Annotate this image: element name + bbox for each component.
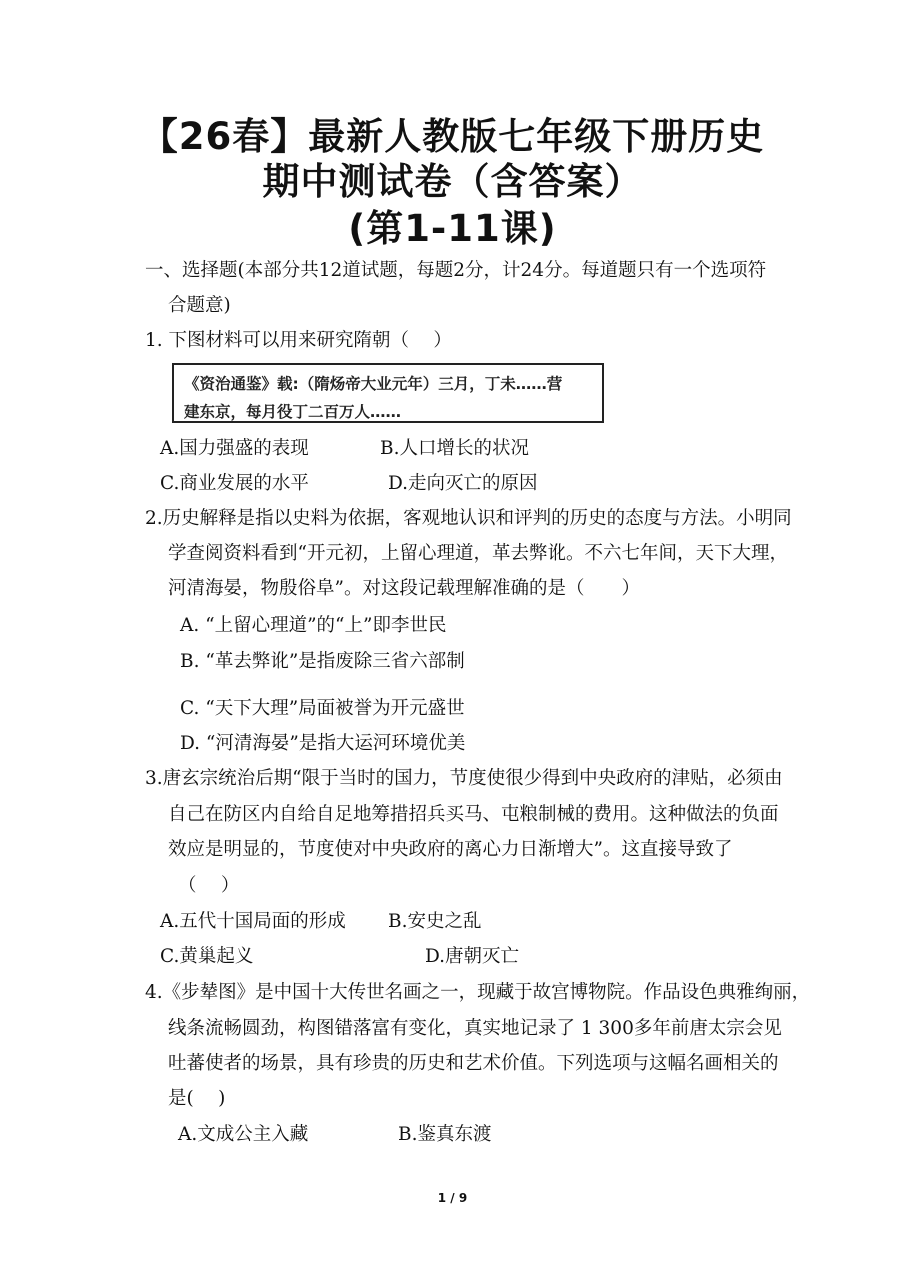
page-number: 1 / 9 [437,1191,468,1205]
q2-option-a: A. “上留心理道”的“上”即李世民 [180,615,447,636]
q2-option-b: B. “革去弊讹”是指废除三省六部制 [180,651,465,672]
q3-option-c: C.黄巢起义 [160,946,254,967]
q1-stem: 1. 下图材料可以用来研究隋朝（ ） [145,330,452,351]
q1-option-b: B.人口增长的状况 [380,438,529,459]
q4-option-b: B.鉴真东渡 [398,1124,492,1145]
q3-stem-line-1: 3.唐玄宗统治后期“限于当时的国力，节度使很少得到中央政府的津贴，必须由 [145,768,783,789]
title-line-3: (第1-11课) [348,207,557,250]
q1-option-d: D.走向灭亡的原因 [388,473,538,494]
q1-material-line-1: 《资治通鉴》载:（隋炀帝大业元年）三月，丁未……营 [184,375,563,393]
title-line-2: 期中测试卷（含答案） [262,160,643,203]
title-line-1: 【26春】最新人教版七年级下册历史 [140,115,765,158]
section-heading: 一、选择题(本部分共12道试题，每题2分，计24分。每道题只有一个选项符 [145,260,767,281]
q3-stem-line-3: 效应是明显的，节度使对中央政府的离心力日渐增大”。这直接导致了 [168,839,733,860]
q3-option-a: A.五代十国局面的形成 [160,911,346,932]
q4-stem-line-2: 线条流畅圆劲，构图错落富有变化，真实地记录了 1 300多年前唐太宗会见 [168,1018,782,1039]
q3-stem-line-2: 自己在防区内自给自足地筹措招兵买马、屯粮制械的费用。这种做法的负面 [168,804,779,825]
q1-option-c: C.商业发展的水平 [160,473,309,494]
q4-option-a: A.文成公主入藏 [178,1124,309,1145]
section-heading-cont: 合题意) [168,295,231,316]
q1-material-line-2: 建东京，每月役丁二百万人…… [184,403,402,421]
q2-stem-line-3: 河清海晏，物殷俗阜”。对这段记载理解准确的是（ ） [168,578,640,599]
q2-stem-line-1: 2.历史解释是指以史料为依据，客观地认识和评判的历史的态度与方法。小明同 [145,508,792,529]
q3-option-d: D.唐朝灭亡 [425,946,520,967]
q2-stem-line-2: 学查阅资料看到“开元初，上留心理道，革去弊讹。不六七年间，天下大理， [168,543,788,564]
q4-stem-line-1: 4.《步辇图》是中国十大传世名画之一，现藏于故宫博物院。作品设色典雅绚丽， [145,982,811,1003]
q3-option-b: B.安史之乱 [388,911,482,932]
q3-answer-blank: （ ） [178,875,240,896]
q1-material-box [172,363,604,423]
q4-stem-line-4: 是( ) [168,1088,226,1109]
q2-option-c: C. “天下大理”局面被誉为开元盛世 [180,698,465,719]
q2-option-d: D. “河清海晏”是指大运河环境优美 [180,733,466,754]
q1-option-a: A.国力强盛的表现 [160,438,309,459]
q4-stem-line-3: 吐蕃使者的场景，具有珍贵的历史和艺术价值。下列选项与这幅名画相关的 [168,1053,779,1074]
